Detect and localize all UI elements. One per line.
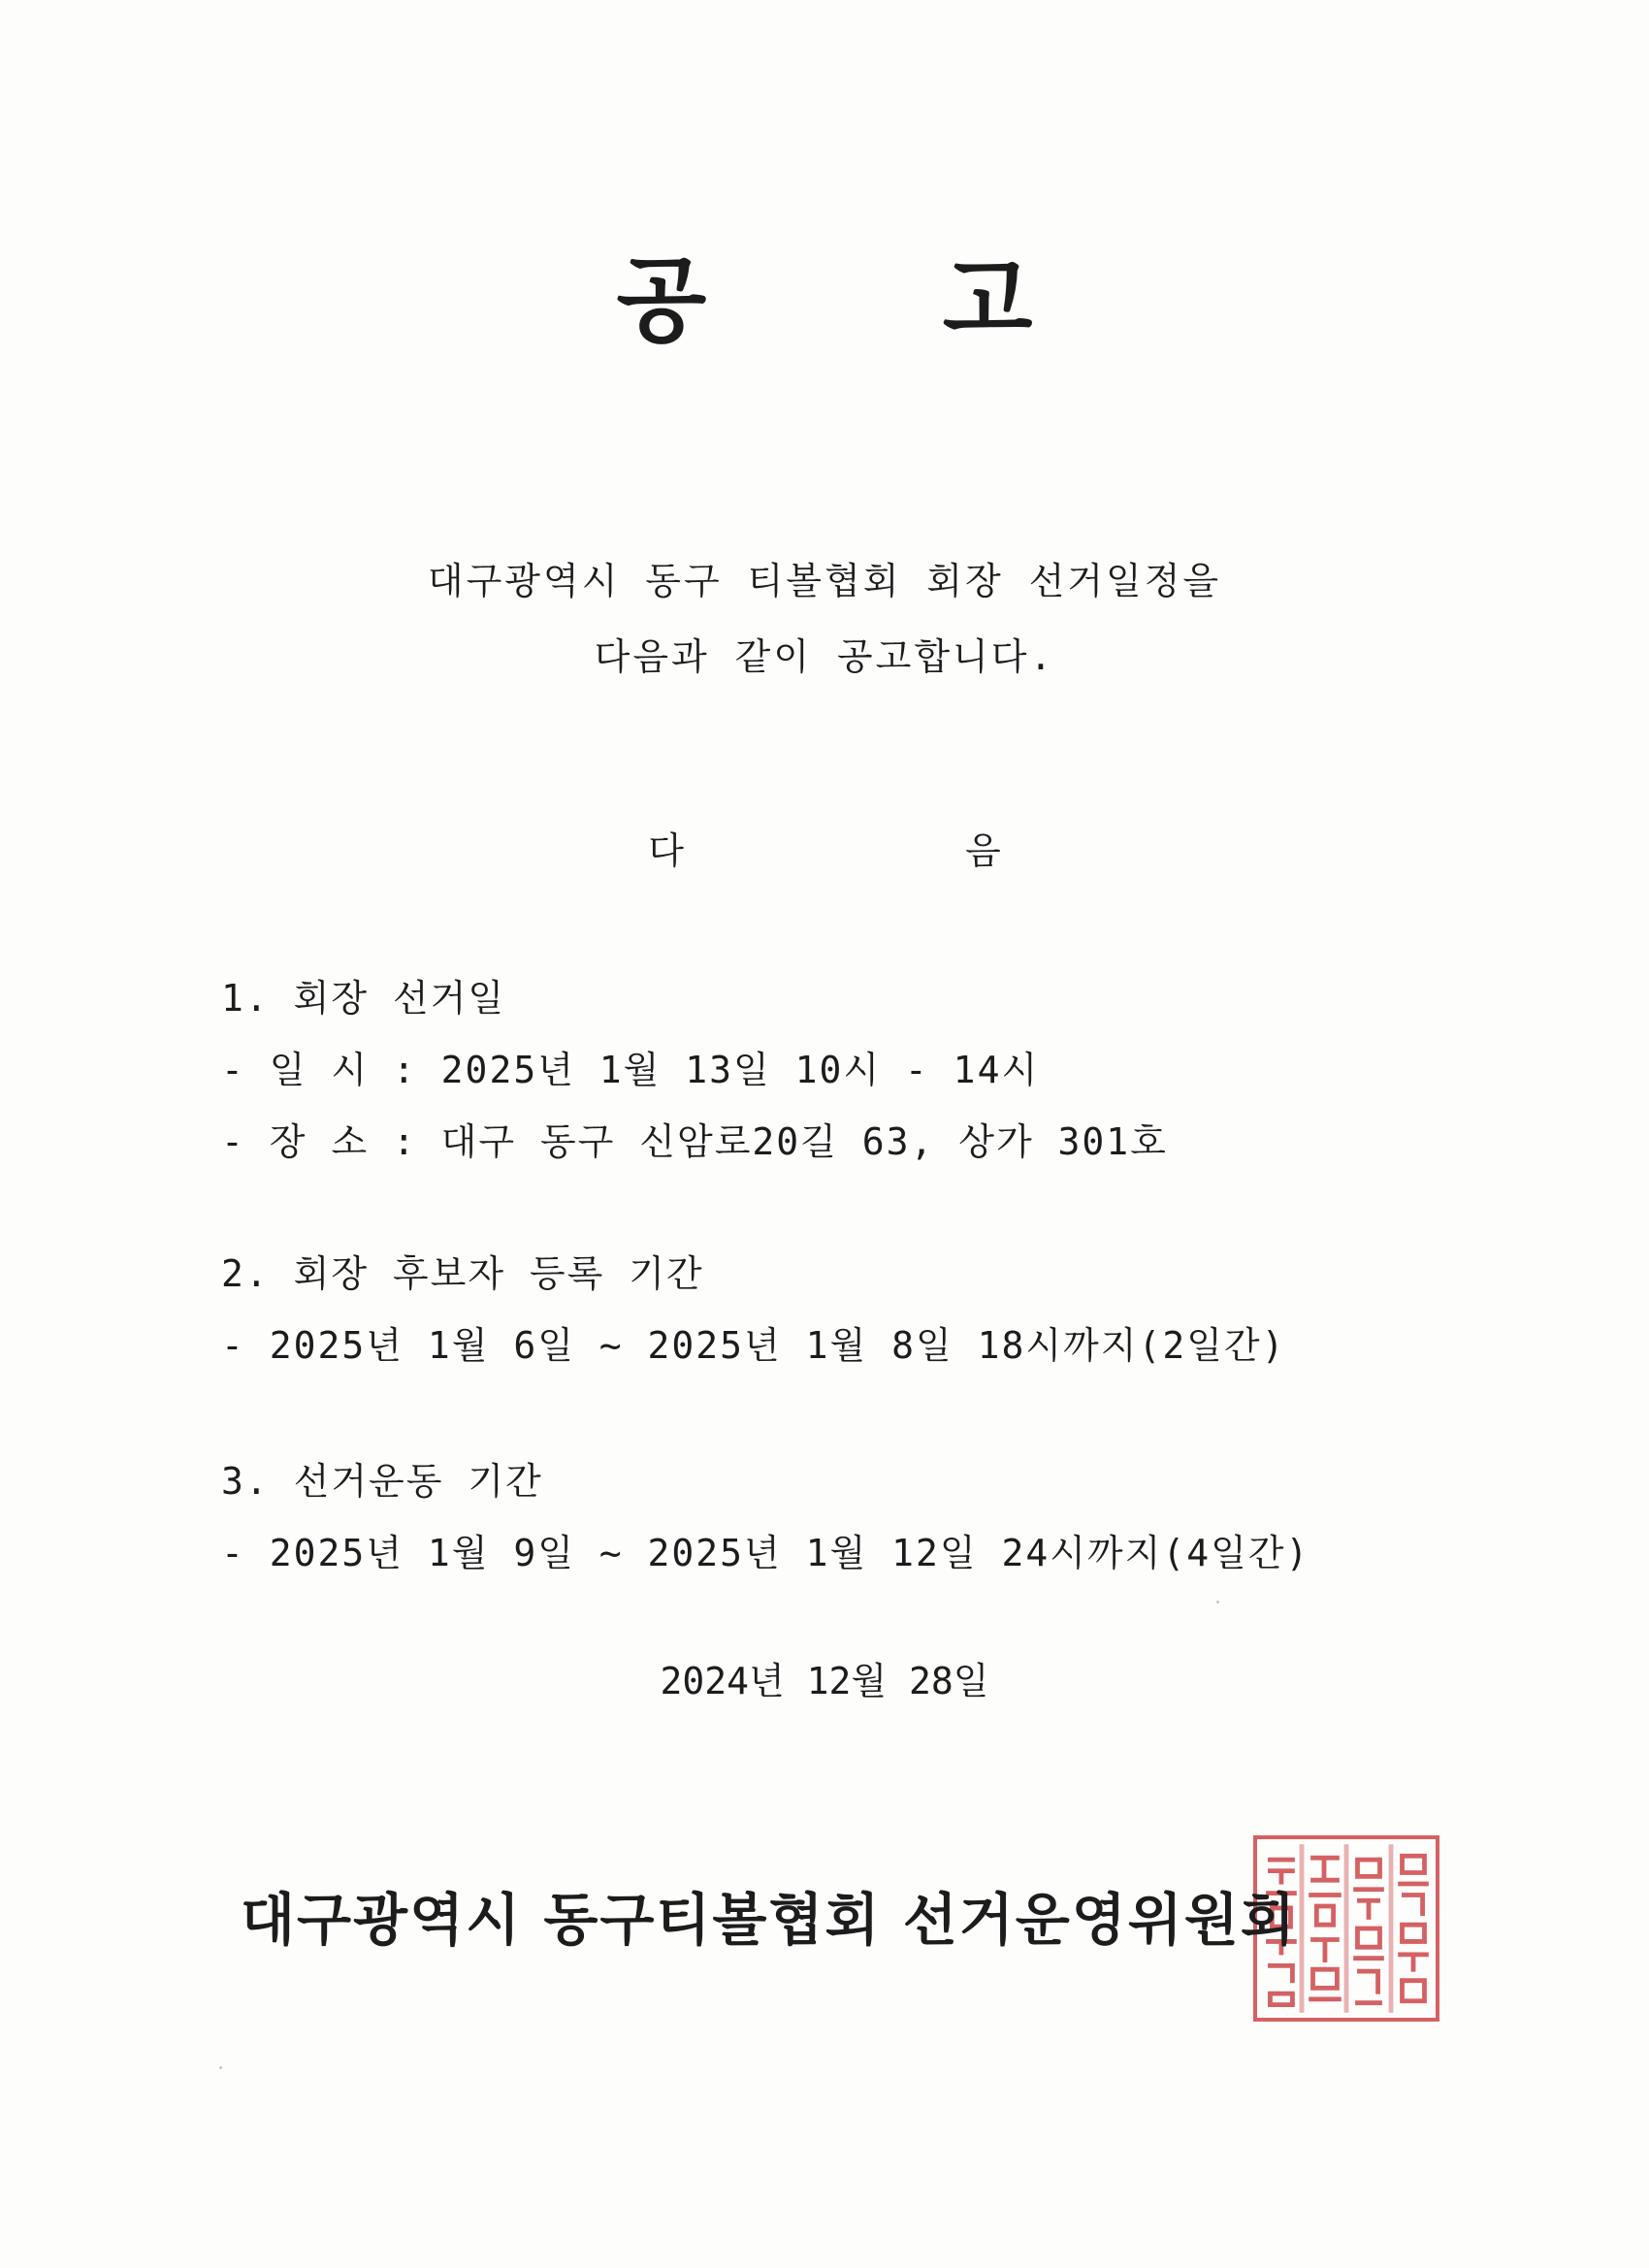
section-heading: 1. 회장 선거일 <box>221 977 506 1020</box>
section-candidate-registration <box>221 1238 1286 1381</box>
issue-date: 2024년 12월 28일 <box>660 1660 989 1702</box>
intro-line-2: 다음과 같이 공고합니다. <box>594 635 1055 678</box>
section-line: - 일 시 : 2025년 1월 13일 10시 - 14시 <box>221 1049 1040 1091</box>
intro-line-1: 대구광역시 동구 티볼협회 회장 선거일정을 <box>427 560 1222 602</box>
section-line: - 장 소 : 대구 동구 신암로20길 63, 상가 301호 <box>221 1120 1168 1163</box>
section-line: - 2025년 1월 6일 ~ 2025년 1월 8일 18시까지(2일간) <box>221 1324 1286 1367</box>
intro-paragraph <box>0 543 1649 695</box>
section-heading: 2. 회장 후보자 등록 기간 <box>221 1252 704 1295</box>
page-title: 공 고 <box>616 245 1135 355</box>
scan-speck <box>219 2066 222 2069</box>
section-line: - 2025년 1월 9일 ~ 2025년 1월 12일 24시까지(4일간) <box>221 1532 1310 1574</box>
section-election-date <box>221 962 1168 1178</box>
section-divider-heading: 다음 <box>648 829 1282 872</box>
section-campaign-period <box>221 1445 1310 1589</box>
section-heading: 3. 선거운동 기간 <box>221 1460 543 1503</box>
scan-speck <box>1216 1601 1219 1604</box>
issuing-committee: 대구광역시 동구티볼협회 선거운영위원회 <box>241 1887 1297 1953</box>
